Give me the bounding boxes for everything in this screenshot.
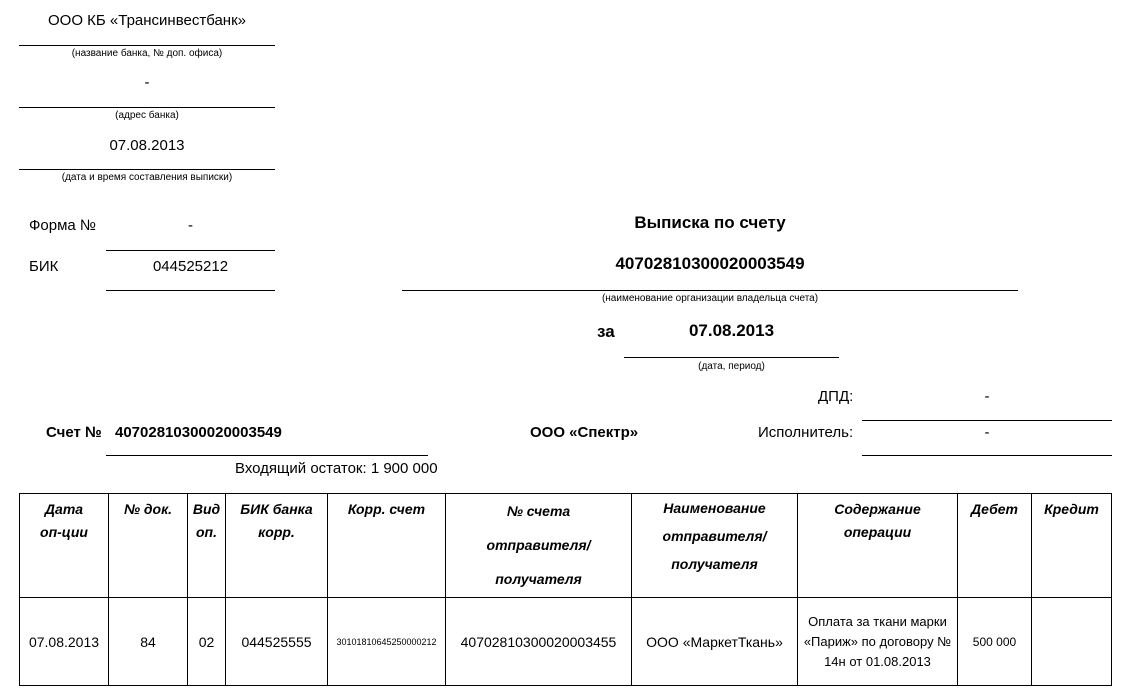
account-underline — [106, 455, 428, 456]
form-number-value: - — [188, 217, 193, 234]
header-doc-number: № док. — [109, 494, 188, 598]
cell-content: Оплата за ткани марки «Париж» по договору № 14н от 01.08.2013 — [798, 598, 958, 686]
table-row — [20, 598, 1112, 686]
header-counterparty-name: Наименование отправителя/ получателя — [632, 494, 798, 598]
statement-date-underline — [624, 357, 839, 358]
cell-debit: 500 000 — [958, 598, 1032, 686]
statement-datetime: 07.08.2013 — [109, 137, 185, 154]
header-operation-kind: Вид оп. — [188, 494, 226, 598]
statement-account: 40702810300020003549 — [615, 254, 805, 273]
header-content: Содержание операции — [798, 494, 958, 598]
account-number: 40702810300020003549 — [115, 424, 282, 441]
bik-underline — [106, 290, 275, 291]
cell-counterparty-name: ООО «МаркетТкань» — [632, 598, 798, 686]
header-account-number: № счета отправителя/ получателя — [446, 494, 632, 598]
account-label: Счет № — [46, 424, 102, 441]
header-date: Дата оп-ции — [20, 494, 109, 598]
cell-doc-number: 84 — [109, 598, 188, 686]
statement-date: 07.08.2013 — [688, 321, 775, 340]
statement-account-caption: (наименование организации владельца счета) — [601, 293, 819, 304]
bank-name-caption: (название банка, № доп. офиса) — [71, 48, 223, 59]
dpd-underline — [862, 420, 1112, 421]
bank-address-caption: (адрес банка) — [115, 110, 179, 121]
cell-operation-kind: 02 — [188, 598, 226, 686]
executor-label: Исполнитель: — [758, 424, 854, 441]
opening-balance: Входящий остаток: 1 900 000 — [235, 460, 438, 477]
statement-account-underline — [402, 290, 1018, 291]
header-corr-account: Корр. счет — [328, 494, 446, 598]
header-debit: Дебет — [958, 494, 1032, 598]
executor-value: - — [984, 424, 990, 441]
form-number-label: Форма № — [29, 217, 97, 234]
account-owner-org: ООО «Спектр» — [530, 424, 639, 441]
statement-for-label: за — [597, 322, 615, 341]
bank-name-underline — [19, 45, 275, 46]
bank-address: - — [144, 74, 150, 91]
cell-account-number: 40702810300020003455 — [446, 598, 632, 686]
cell-bik: 044525555 — [226, 598, 328, 686]
form-number-underline — [106, 250, 275, 251]
bank-address-underline — [19, 107, 275, 108]
dpd-value: - — [984, 388, 990, 405]
executor-underline — [862, 455, 1112, 456]
operations-table — [19, 493, 1112, 686]
header-credit: Кредит — [1032, 494, 1112, 598]
statement-title: Выписка по счету — [634, 213, 786, 232]
dpd-label: ДПД: — [818, 388, 854, 405]
table-header-row — [20, 494, 1112, 598]
bik-value: 044525212 — [152, 258, 229, 275]
statement-datetime-underline — [19, 169, 275, 170]
header-bik: БИК банка корр. — [226, 494, 328, 598]
statement-datetime-caption: (дата и время составления выписки) — [61, 172, 233, 183]
statement-date-caption: (дата, период) — [698, 361, 765, 372]
cell-credit — [1032, 598, 1112, 686]
bik-label: БИК — [29, 258, 59, 275]
cell-corr-account: 30101810645250000212 — [328, 598, 446, 686]
cell-date: 07.08.2013 — [20, 598, 109, 686]
bank-name: ООО КБ «Трансинвестбанк» — [47, 12, 246, 29]
